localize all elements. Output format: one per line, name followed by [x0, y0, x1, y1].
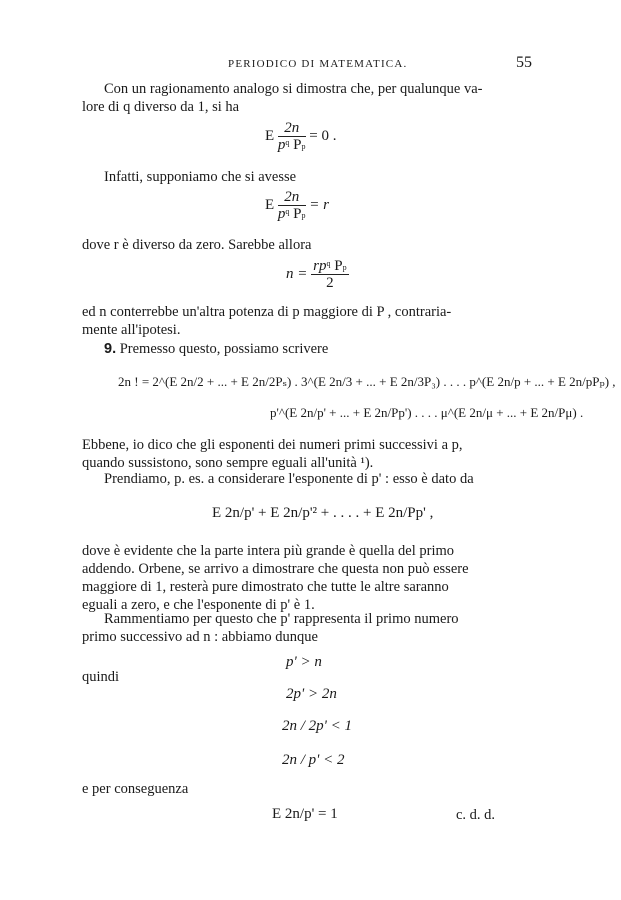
para2: Infatti, supponiamo che si avesse: [104, 169, 297, 185]
running-header: PERIODICO DI MATEMATICA.: [228, 58, 408, 70]
para5-line2: quando sussistono, sono sempre eguali all'unità ¹).: [82, 455, 374, 471]
section-number: 9.: [104, 341, 117, 357]
qed-mark: c. d. d.: [456, 807, 496, 823]
para7-line3: maggiore di 1, resterà pure dimostrato che tutte le altre saranno: [82, 579, 449, 595]
equation-2: E $\frac{2n}{p^q P_p}$ = r: [265, 189, 329, 222]
para1-line2: lore di q diverso da 1, si ha: [82, 99, 240, 115]
para8-line1: Rammentiamo per questo che p' rappresenta il primo numero: [104, 611, 459, 627]
equation-9: 2n / p' < 2: [282, 752, 345, 768]
quindi-text: quindi: [82, 669, 120, 685]
equation-4-line2: p'^(E 2n/p' + ... + E 2n/Pp') . . . . μ^(E 2n/μ + ... + E 2n/Pμ) .: [270, 405, 584, 420]
equation-4-line1: 2n ! = 2^(E 2n/2 + ... + E 2n/2Pₛ) . 3^(E 2n/3 + ... + E 2n/3P₃) . . . . p^(E 2n/p + ... + E 2n/pPₚ) ,: [118, 374, 616, 389]
para5-line1: Ebbene, io dico che gli esponenti dei numeri primi successivi a p,: [82, 437, 463, 453]
equation-1: E $\frac{2n}{p^q P_p}$ = 0 .: [265, 120, 337, 153]
para7-line4: eguali a zero, e che l'esponente di p' è 1.: [82, 597, 315, 613]
para8-line2: primo successivo ad n : abbiamo dunque: [82, 629, 318, 645]
para4-line2: mente all'ipotesi.: [82, 322, 181, 338]
para7-line2: addendo. Orbene, se arrivo a dimostrare che questa non può essere: [82, 561, 469, 577]
equation-10: E 2n/p' = 1: [272, 806, 338, 822]
equation-6: p' > n: [286, 654, 322, 670]
page-number: 55: [516, 54, 532, 71]
para6: Prendiamo, p. es. a considerare l'esponente di p' : esso è dato da: [104, 471, 474, 487]
equation-7: 2p' > 2n: [286, 686, 337, 702]
equation-5: E 2n/p' + E 2n/p'² + . . . . + E 2n/Pp' ,: [212, 505, 434, 521]
para4-line1: ed n conterrebbe un'altra potenza di p maggiore di P , contraria-: [82, 304, 452, 320]
section-9-text: Premesso questo, possiamo scrivere: [119, 341, 329, 357]
equation-8: 2n / 2p' < 1: [282, 718, 352, 734]
equation-3: n = $\frac{rp^q P_p}{2}$: [286, 258, 347, 291]
conseguenza-text: e per conseguenza: [82, 781, 189, 797]
para1-line1: Con un ragionamento analogo si dimostra che, per qualunque va-: [104, 81, 483, 97]
para3: dove r è diverso da zero. Sarebbe allora: [82, 237, 312, 253]
section-9: [104, 340, 328, 358]
para7-line1: dove è evidente che la parte intera più grande è quella del primo: [82, 543, 455, 559]
